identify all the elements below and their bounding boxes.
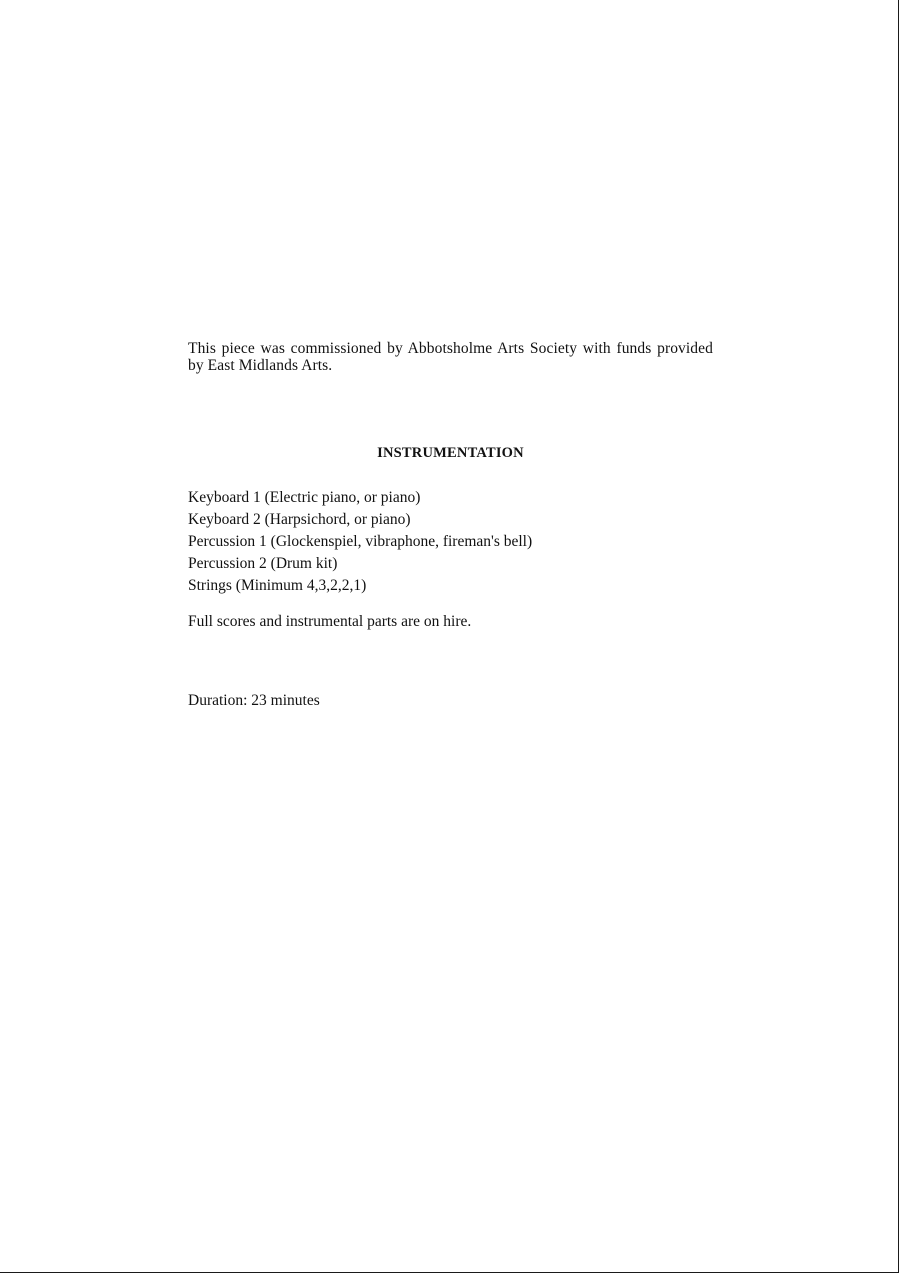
commission-note: This piece was commissioned by Abbotsholme Arts Society with funds provided by East Midlands Arts. xyxy=(188,340,713,374)
instrument-list xyxy=(188,487,713,597)
instrumentation-heading: INSTRUMENTATION xyxy=(377,445,524,461)
instrument-item-keyboard-1: Keyboard 1 (Electric piano, or piano) xyxy=(188,489,421,506)
instrument-item-strings: Strings (Minimum 4,3,2,2,1) xyxy=(188,577,367,594)
page-content xyxy=(188,340,713,709)
duration-note: Duration: 23 minutes xyxy=(188,692,320,709)
instrument-item-percussion-2: Percussion 2 (Drum kit) xyxy=(188,555,338,572)
instrument-item-percussion-1: Percussion 1 (Glockenspiel, vibraphone, fireman's bell) xyxy=(188,533,533,550)
hire-note: Full scores and instrumental parts are on hire. xyxy=(188,613,472,630)
instrument-item-keyboard-2: Keyboard 2 (Harpsichord, or piano) xyxy=(188,511,411,528)
